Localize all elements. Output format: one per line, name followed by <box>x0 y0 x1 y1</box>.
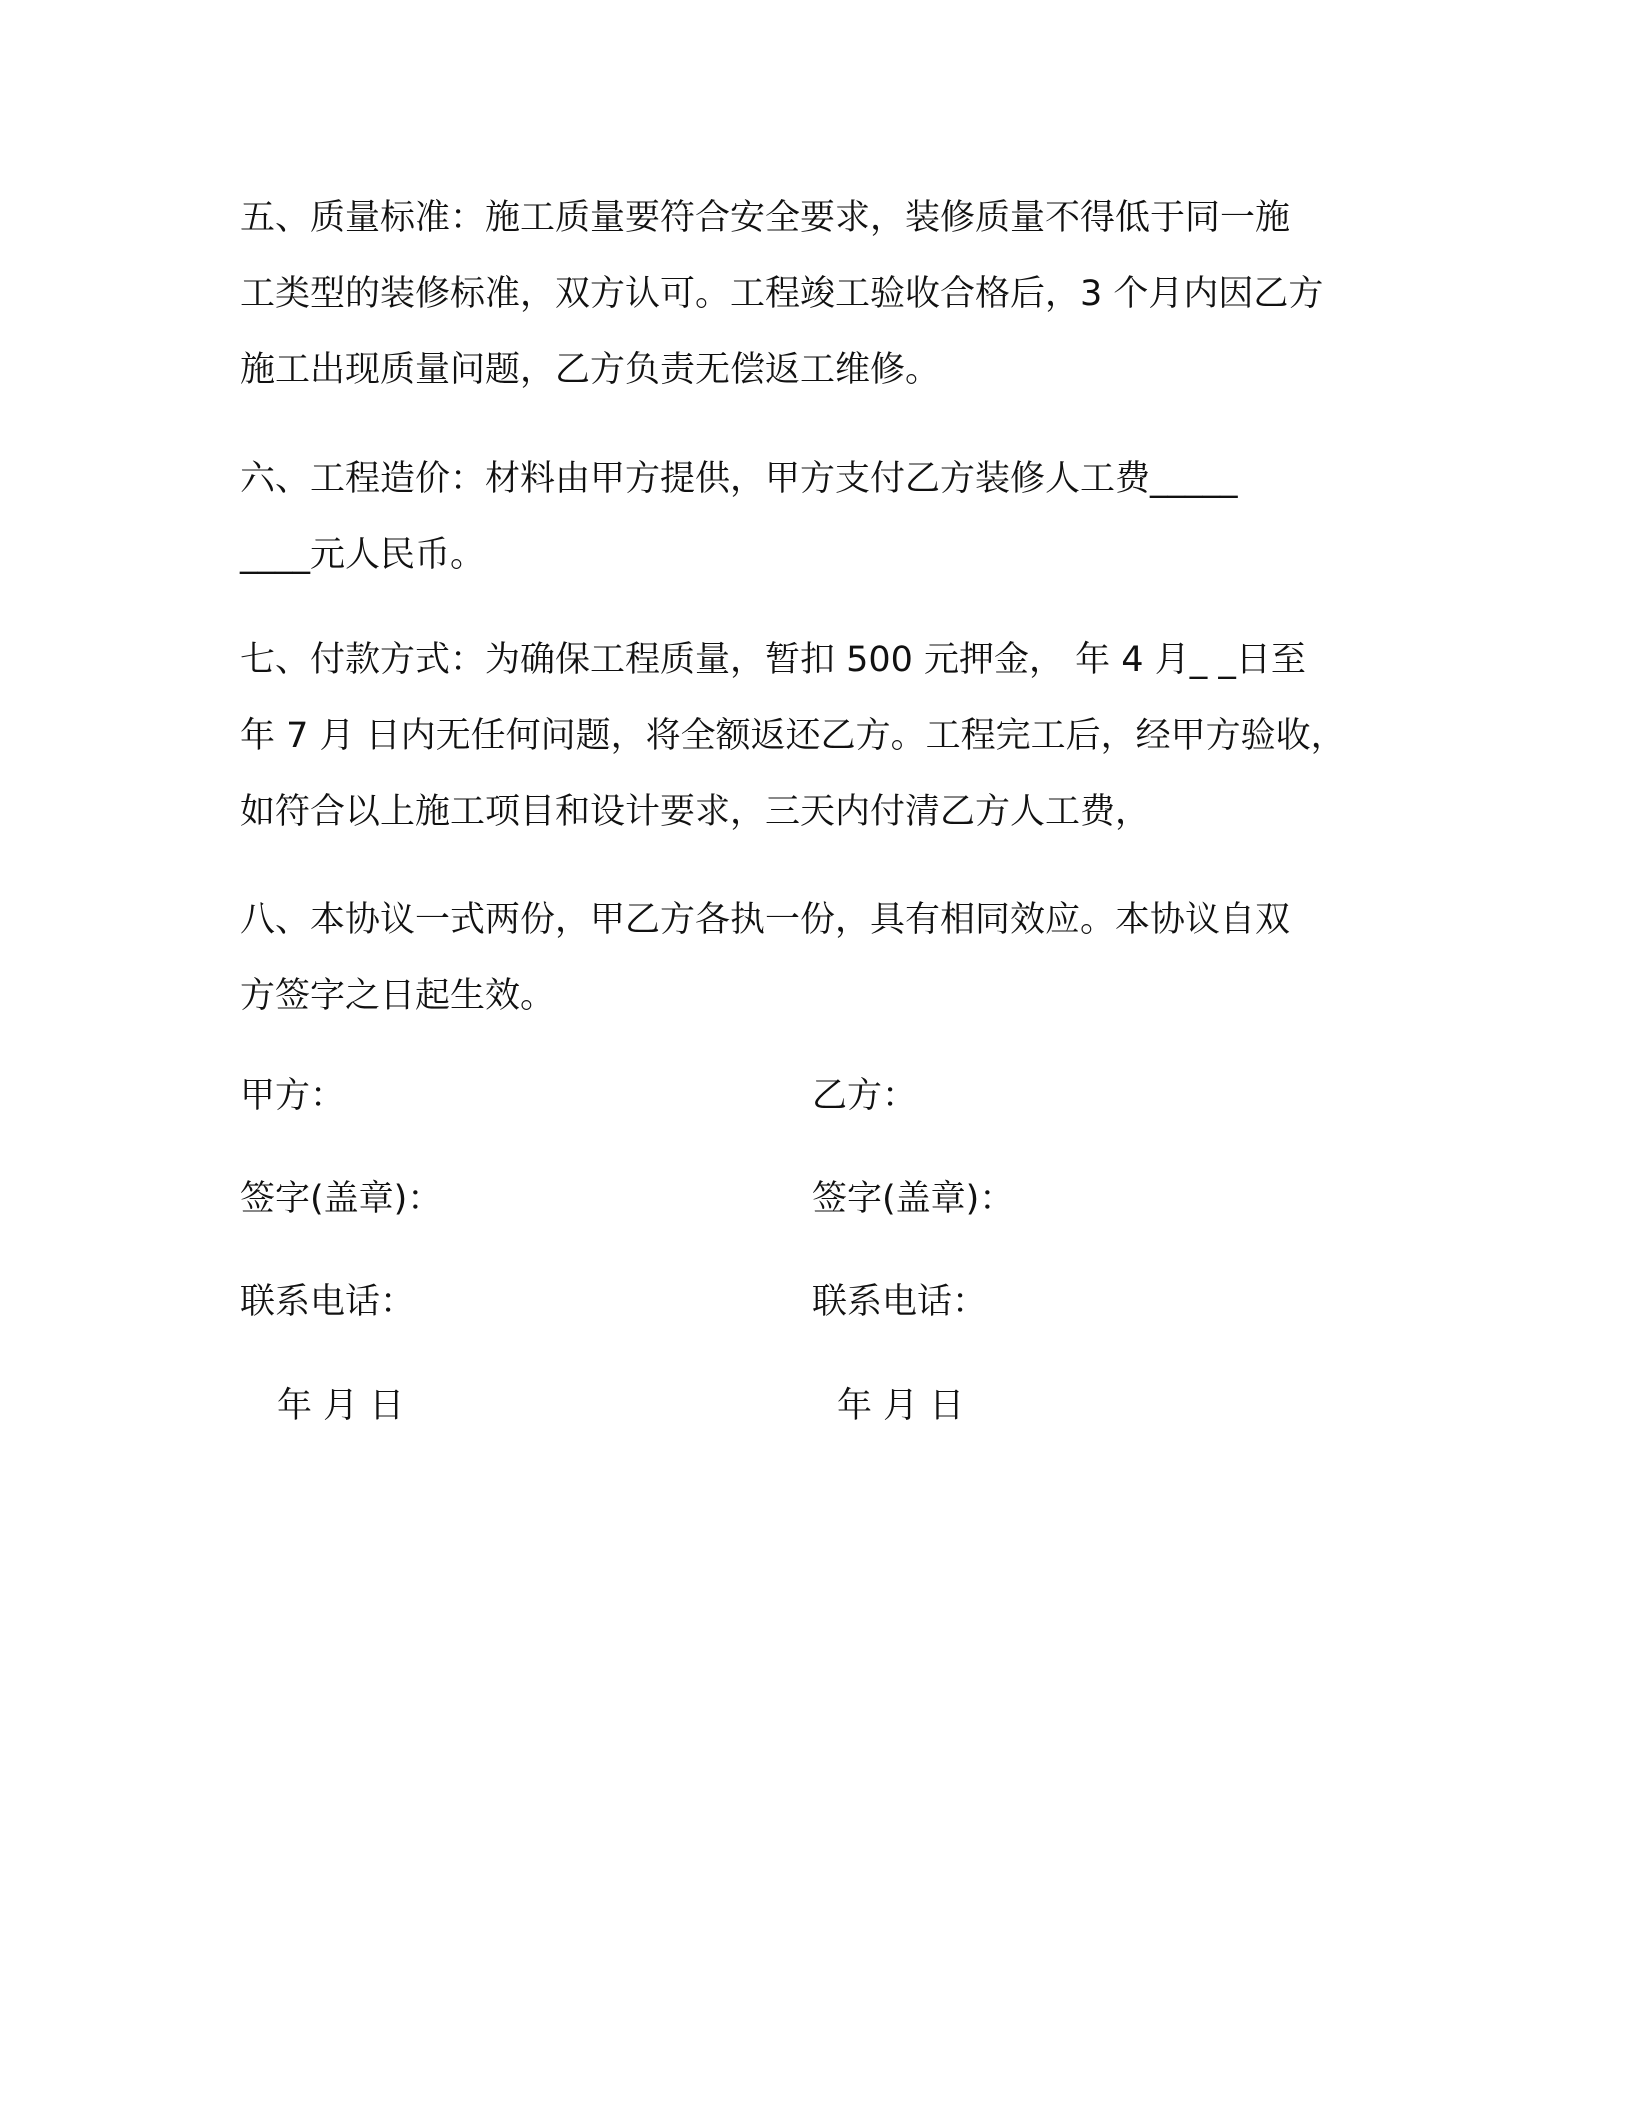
clause-line: ____元人民币。 <box>240 535 486 575</box>
clause-quality-standard <box>240 180 1410 408</box>
clause-agreement-copies <box>240 882 1410 1034</box>
party-b-phone-label: 联系电话： <box>812 1282 988 1322</box>
party-a-phone-label: 联系电话： <box>240 1282 416 1322</box>
party-b-signature-label: 签字(盖章)： <box>812 1179 1015 1219</box>
party-a-signature-label: 签字(盖章)： <box>240 1179 443 1219</box>
party-b-date-label: 年 月 日 <box>837 1386 965 1426</box>
clause-line: 六、工程造价：材料由甲方提供，甲方支付乙方装修人工费_____ <box>240 459 1238 499</box>
clause-line: 工类型的装修标准，双方认可。工程竣工验收合格后，3 个月内因乙方 <box>240 274 1324 314</box>
clause-line: 八、本协议一式两份，甲乙方各执一份，具有相同效应。本协议自双 <box>240 900 1291 940</box>
party-a-label: 甲方： <box>240 1076 346 1116</box>
party-a-date-label: 年 月 日 <box>277 1386 405 1426</box>
clause-line: 年 7 月 日内无任何问题，将全额返还乙方。工程完工后，经甲方验收， <box>240 716 1346 756</box>
clause-line: 五、质量标准：施工质量要符合安全要求，装修质量不得低于同一施 <box>240 198 1291 238</box>
clause-line: 施工出现质量问题，乙方负责无偿返工维修。 <box>240 350 941 390</box>
party-b-label: 乙方： <box>812 1076 918 1116</box>
clause-line: 方签字之日起生效。 <box>240 976 556 1016</box>
clause-payment-method <box>240 622 1410 850</box>
clause-project-cost <box>240 441 1410 593</box>
clause-line: 七、付款方式：为确保工程质量，暂扣 500 元押金， 年 4 月_ _日至 <box>240 640 1306 680</box>
clause-line: 如符合以上施工项目和设计要求，三天内付清乙方人工费， <box>240 792 1151 832</box>
